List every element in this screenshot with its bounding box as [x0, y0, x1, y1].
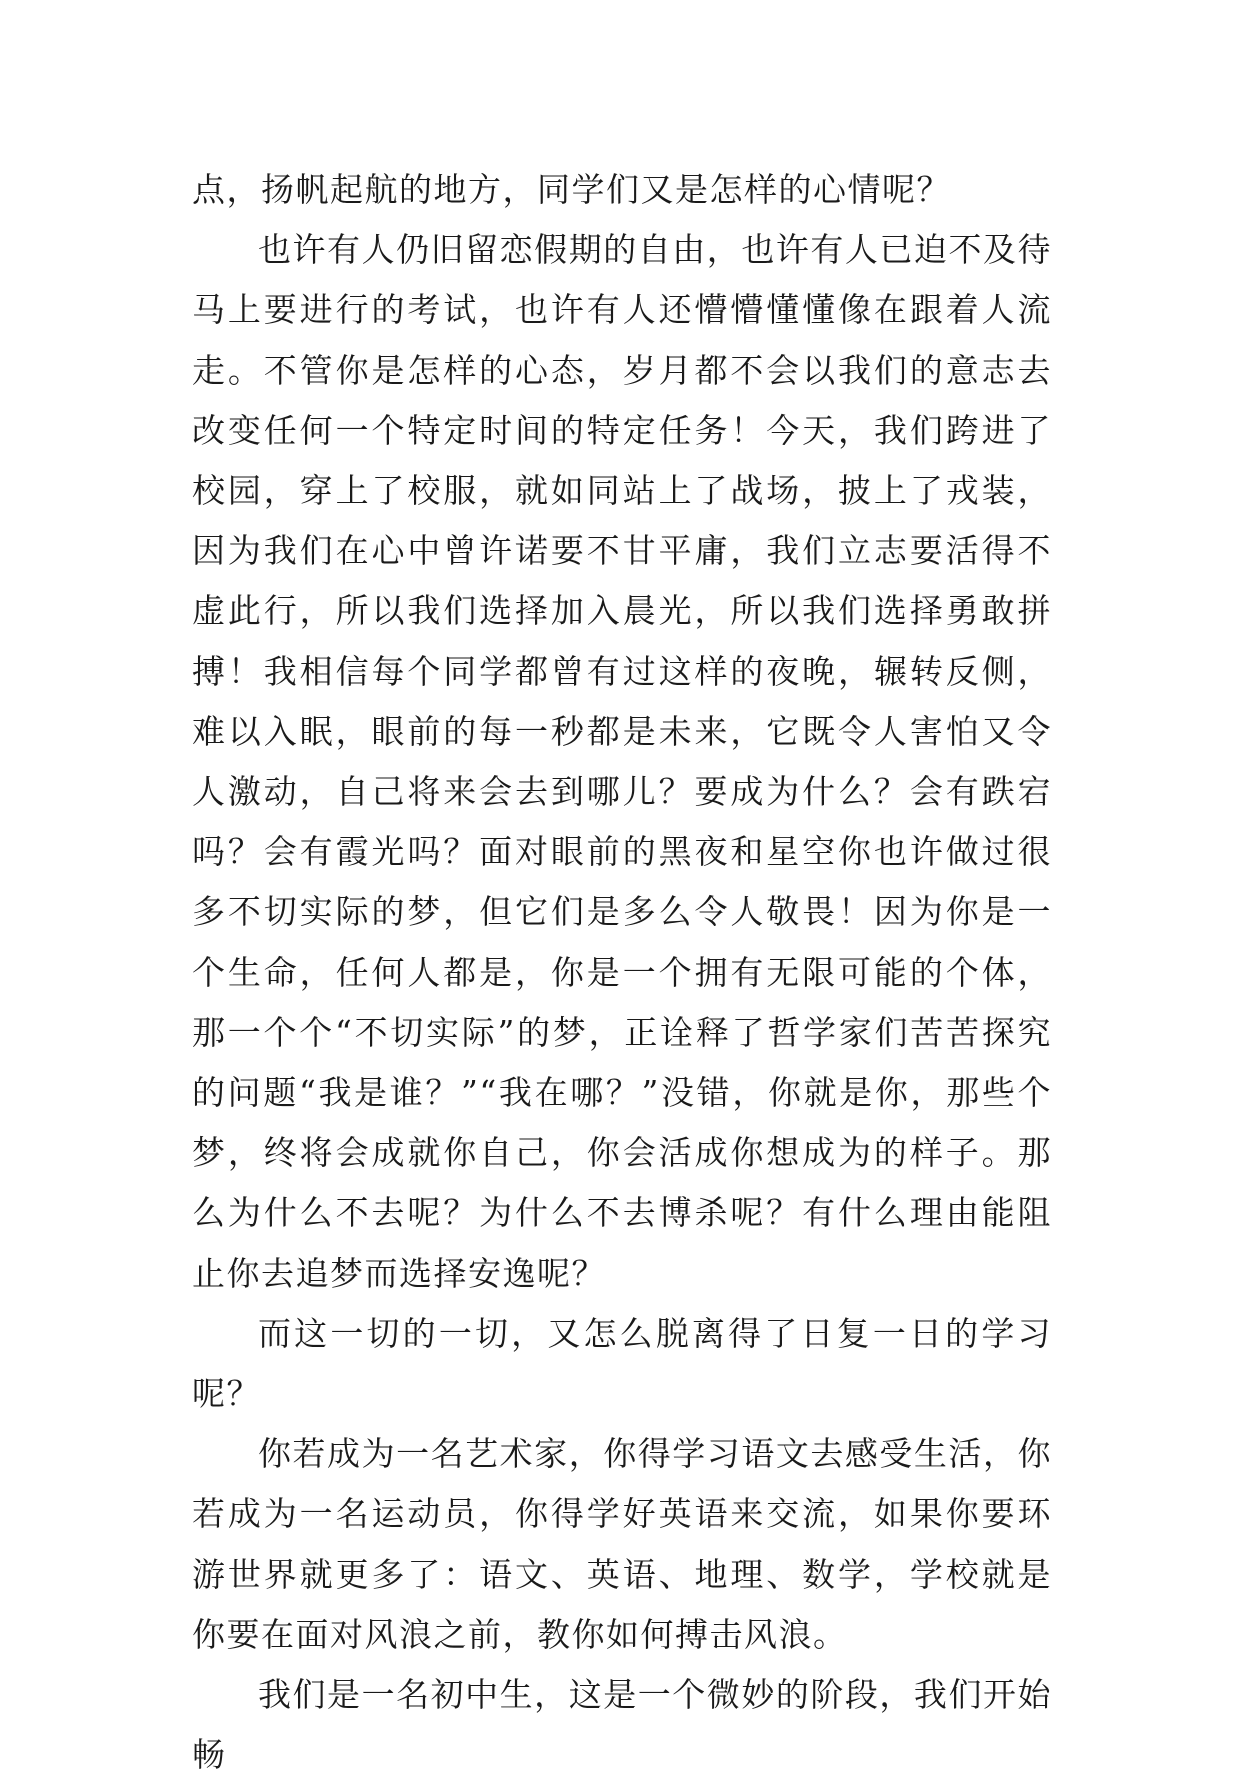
paragraph-5: 我们是一名初中生，这是一个微妙的阶段，我们开始畅 [192, 1675, 1052, 1775]
paragraph-4: 你若成为一名艺术家，你得学习语文去感受生活，你若成为一名运动员，你得学好英语来交流，如果你要环游世界就更多了：语文、英语、地理、数学，学校就是你要在面对风浪之前，教你如何搏击风浪。 [192, 1434, 1052, 1654]
paragraph-3: 而这一切的一切，又怎么脱离得了日复一日的学习呢？ [192, 1313, 1052, 1414]
paragraph-2: 也许有人仍旧留恋假期的自由，也许有人已迫不及待马上要进行的考试，也许有人还懵懵懂懂像在跟着人流走。不管你是怎样的心态，岁月都不会以我们的意志去改变任何一个特定时间的特定任务！今天，我们跨进了校园，穿上了校服，就如同站上了战场，披上了戎装，因为我们在心中曾许诺要不甘平庸，我们立志要活得不虚此行，所以我们选择加入晨光，所以我们选择勇敢拼搏！我相信每个同学都曾有过这样的夜晚，辗转反侧，难以入眠，眼前的每一秒都是未来，它既令人害怕又令人激动，自己将来会去到哪儿？要成为什么？会有跌宕吗？会有霞光吗？面对眼前的黑夜和星空你也许做过很多不切实际的梦，但它们是多么令人敬畏！因为你是一个生命，任何人都是，你是一个拥有无限可能的个体，那一个个“不切实际”的梦，正诠释了哲学家们苦苦探究的问题“我是谁？”“我在哪？”没错，你就是你，那些个梦，终将会成就你自己，你会活成你想成为的样子。那么为什么不去呢？为什么不去博杀呢？有什么理由能阻止你去追梦而选择安逸呢？ [192, 230, 1052, 1293]
paragraph-1: 点，扬帆起航的地方，同学们又是怎样的心情呢？ [192, 170, 951, 209]
document-body [192, 160, 1052, 1785]
